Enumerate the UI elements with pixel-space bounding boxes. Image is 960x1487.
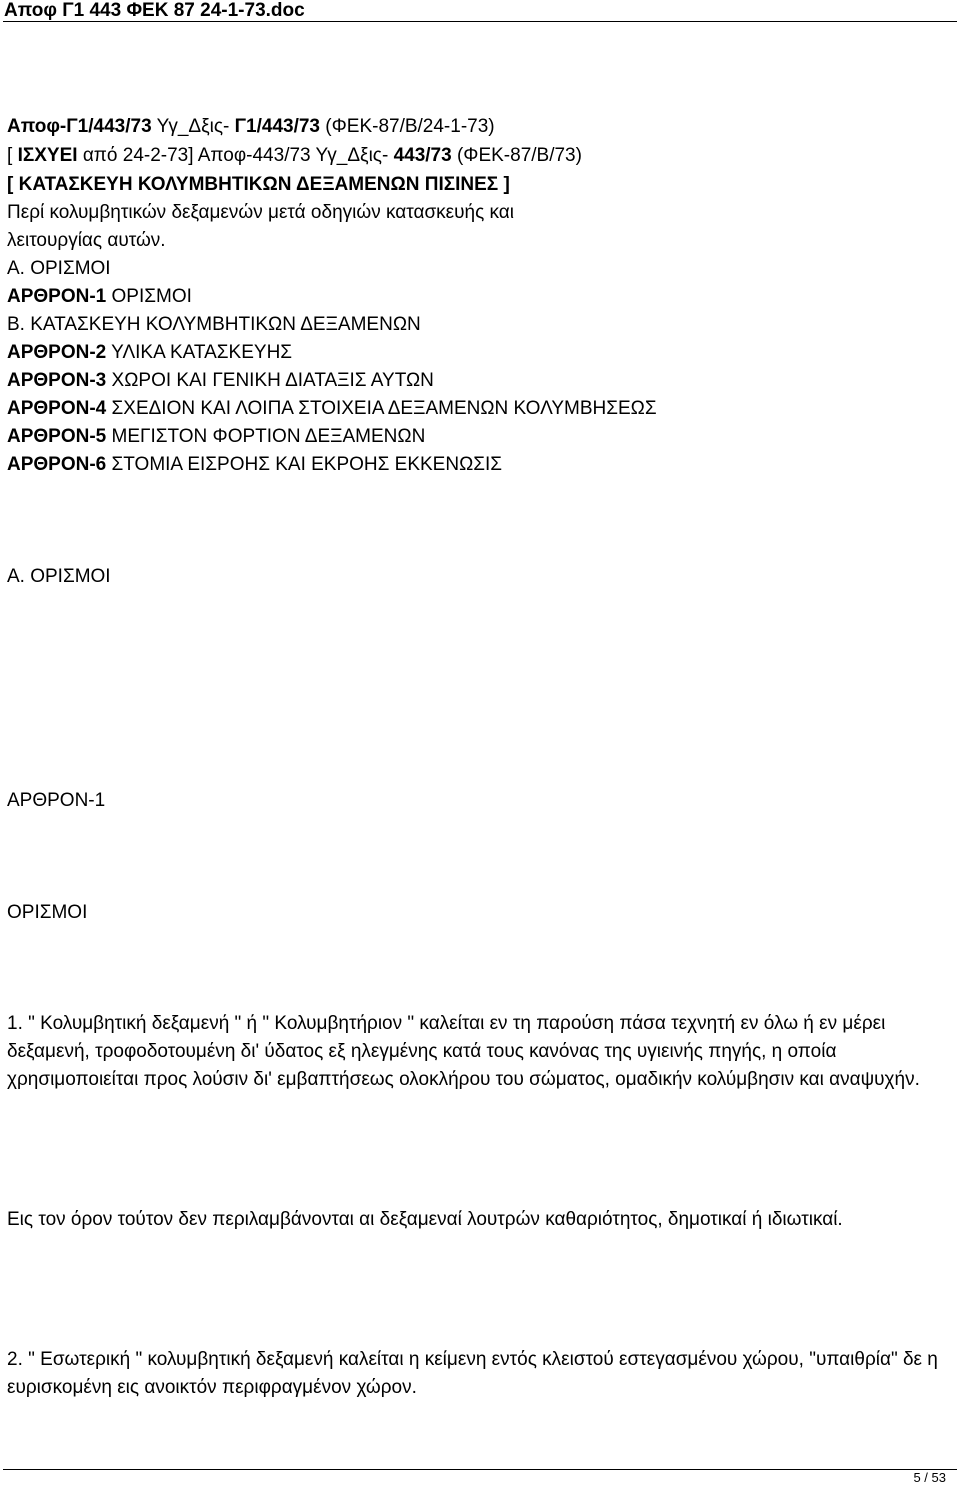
toc-article-3-number: ΑΡΘΡΟΝ-3 xyxy=(7,370,107,391)
toc-line-subject: [ ΚΑΤΑΣΚΕΥΗ ΚΟΛΥΜΒΗΤΙΚΩΝ ΔΕΞΑΜΕΝΩΝ ΠΙΣΙΝΕΣ ] xyxy=(7,174,510,195)
toc-article-2-number: ΑΡΘΡΟΝ-2 xyxy=(7,342,107,363)
toc-line-decision xyxy=(7,115,495,139)
toc-article-1-title: ΟΡΙΣΜΟΙ xyxy=(106,286,192,307)
decision-authority: Υγ_Δξις- xyxy=(151,116,235,137)
toc-article-6-number: ΑΡΘΡΟΝ-6 xyxy=(7,454,107,475)
article-1-heading: ΑΡΘΡΟΝ-1 xyxy=(7,790,106,811)
decision-id: Αποφ-Γ1/443/73 xyxy=(7,116,152,137)
toc-article-2 xyxy=(7,341,292,365)
validity-number: 443/73 xyxy=(393,145,452,166)
toc-article-4 xyxy=(7,397,657,421)
validity-date: από 24-2-73] Αποφ-443/73 Υγ_Δξις- xyxy=(77,145,394,166)
toc-article-3 xyxy=(7,369,434,393)
document-header xyxy=(0,0,960,22)
toc-article-6 xyxy=(7,453,502,477)
validity-open: [ xyxy=(7,145,18,166)
section-a-heading: Α. ΟΡΙΣΜΟΙ xyxy=(7,566,111,587)
toc-line-validity xyxy=(7,144,582,168)
toc-section-b: Β. ΚΑΤΑΣΚΕΥΗ ΚΟΛΥΜΒΗΤΙΚΩΝ ΔΕΞΑΜΕΝΩΝ xyxy=(7,314,421,335)
toc-line-description-1: Περί κολυμβητικών δεξαμενών μετά οδηγιών κατασκευής και xyxy=(7,202,515,223)
toc-article-3-title: ΧΩΡΟΙ ΚΑΙ ΓΕΝΙΚΗ ΔΙΑΤΑΞΙΣ ΑΥΤΩΝ xyxy=(106,370,434,391)
toc-article-1-number: ΑΡΘΡΟΝ-1 xyxy=(7,286,107,307)
toc-section-a: Α. ΟΡΙΣΜΟΙ xyxy=(7,258,111,279)
article-1-title: ΟΡΙΣΜΟΙ xyxy=(7,902,88,923)
toc-article-4-title: ΣΧΕΔΙΟΝ ΚΑΙ ΛΟΙΠΑ ΣΤΟΙΧΕΙΑ ΔΕΞΑΜΕΝΩΝ ΚΟΛΥΜΒΗΣΕΩΣ xyxy=(106,398,657,419)
validity-gazette: (ΦΕΚ-87/Β/73) xyxy=(451,145,582,166)
validity-status: ΙΣΧΥΕΙ xyxy=(17,145,78,166)
definition-paragraph-exclusion: Εις τον όρον τούτον δεν περιλαμβάνονται αι δεξαμεναί λουτρών καθαριότητος, δημοτικαί ή ιδιωτικαί. xyxy=(7,1209,843,1230)
toc-article-4-number: ΑΡΘΡΟΝ-4 xyxy=(7,398,107,419)
toc-article-2-title: ΥΛΙΚΑ ΚΑΤΑΣΚΕΥΗΣ xyxy=(106,342,293,363)
toc-article-5 xyxy=(7,425,425,449)
decision-number: Γ1/443/73 xyxy=(234,116,320,137)
document-title: Αποφ Γ1 443 ΦΕΚ 87 24-1-73.doc xyxy=(4,0,305,21)
page-number: 5 / 53 xyxy=(913,1470,946,1485)
decision-gazette: (ΦΕΚ-87/Β/24-1-73) xyxy=(320,116,495,137)
toc-article-5-number: ΑΡΘΡΟΝ-5 xyxy=(7,426,107,447)
definition-paragraph-2: 2. " Εσωτερική " κολυμβητική δεξαμενή καλείται η κείμενη εντός κλειστού εστεγασμένου χώρου, "υπαιθρία" δε η ευρισκομένη εις ανοικτόν περιφραγμένον χώρον. xyxy=(7,1349,938,1398)
toc-line-description-2: λειτουργίας αυτών. xyxy=(7,230,166,251)
header-divider xyxy=(3,21,957,22)
footer-divider xyxy=(3,1469,957,1470)
definition-paragraph-1: 1. " Κολυμβητική δεξαμενή " ή " Κολυμβητήριον " καλείται εν τη παρούση πάσα τεχνητή εν όλω ή εν μέρει δεξαμενή, τροφοδοτουμένη δι' ύδατος εξ ηλεγμένης κατά τους κανόνας της υγιεινής πηγής, η οποία χρησιμοποιείται προς λούσιν δι' εμβαπτήσεως ολοκλήρου του σώματος, ομαδικήν κολύμβησιν και αναψυχήν. xyxy=(7,1013,920,1090)
toc-article-1 xyxy=(7,285,192,309)
toc-article-5-title: ΜΕΓΙΣΤΟΝ ΦΟΡΤΙΟΝ ΔΕΞΑΜΕΝΩΝ xyxy=(106,426,426,447)
toc-article-6-title: ΣΤΟΜΙΑ ΕΙΣΡΟΗΣ ΚΑΙ ΕΚΡΟΗΣ ΕΚΚΕΝΩΣΙΣ xyxy=(106,454,503,475)
